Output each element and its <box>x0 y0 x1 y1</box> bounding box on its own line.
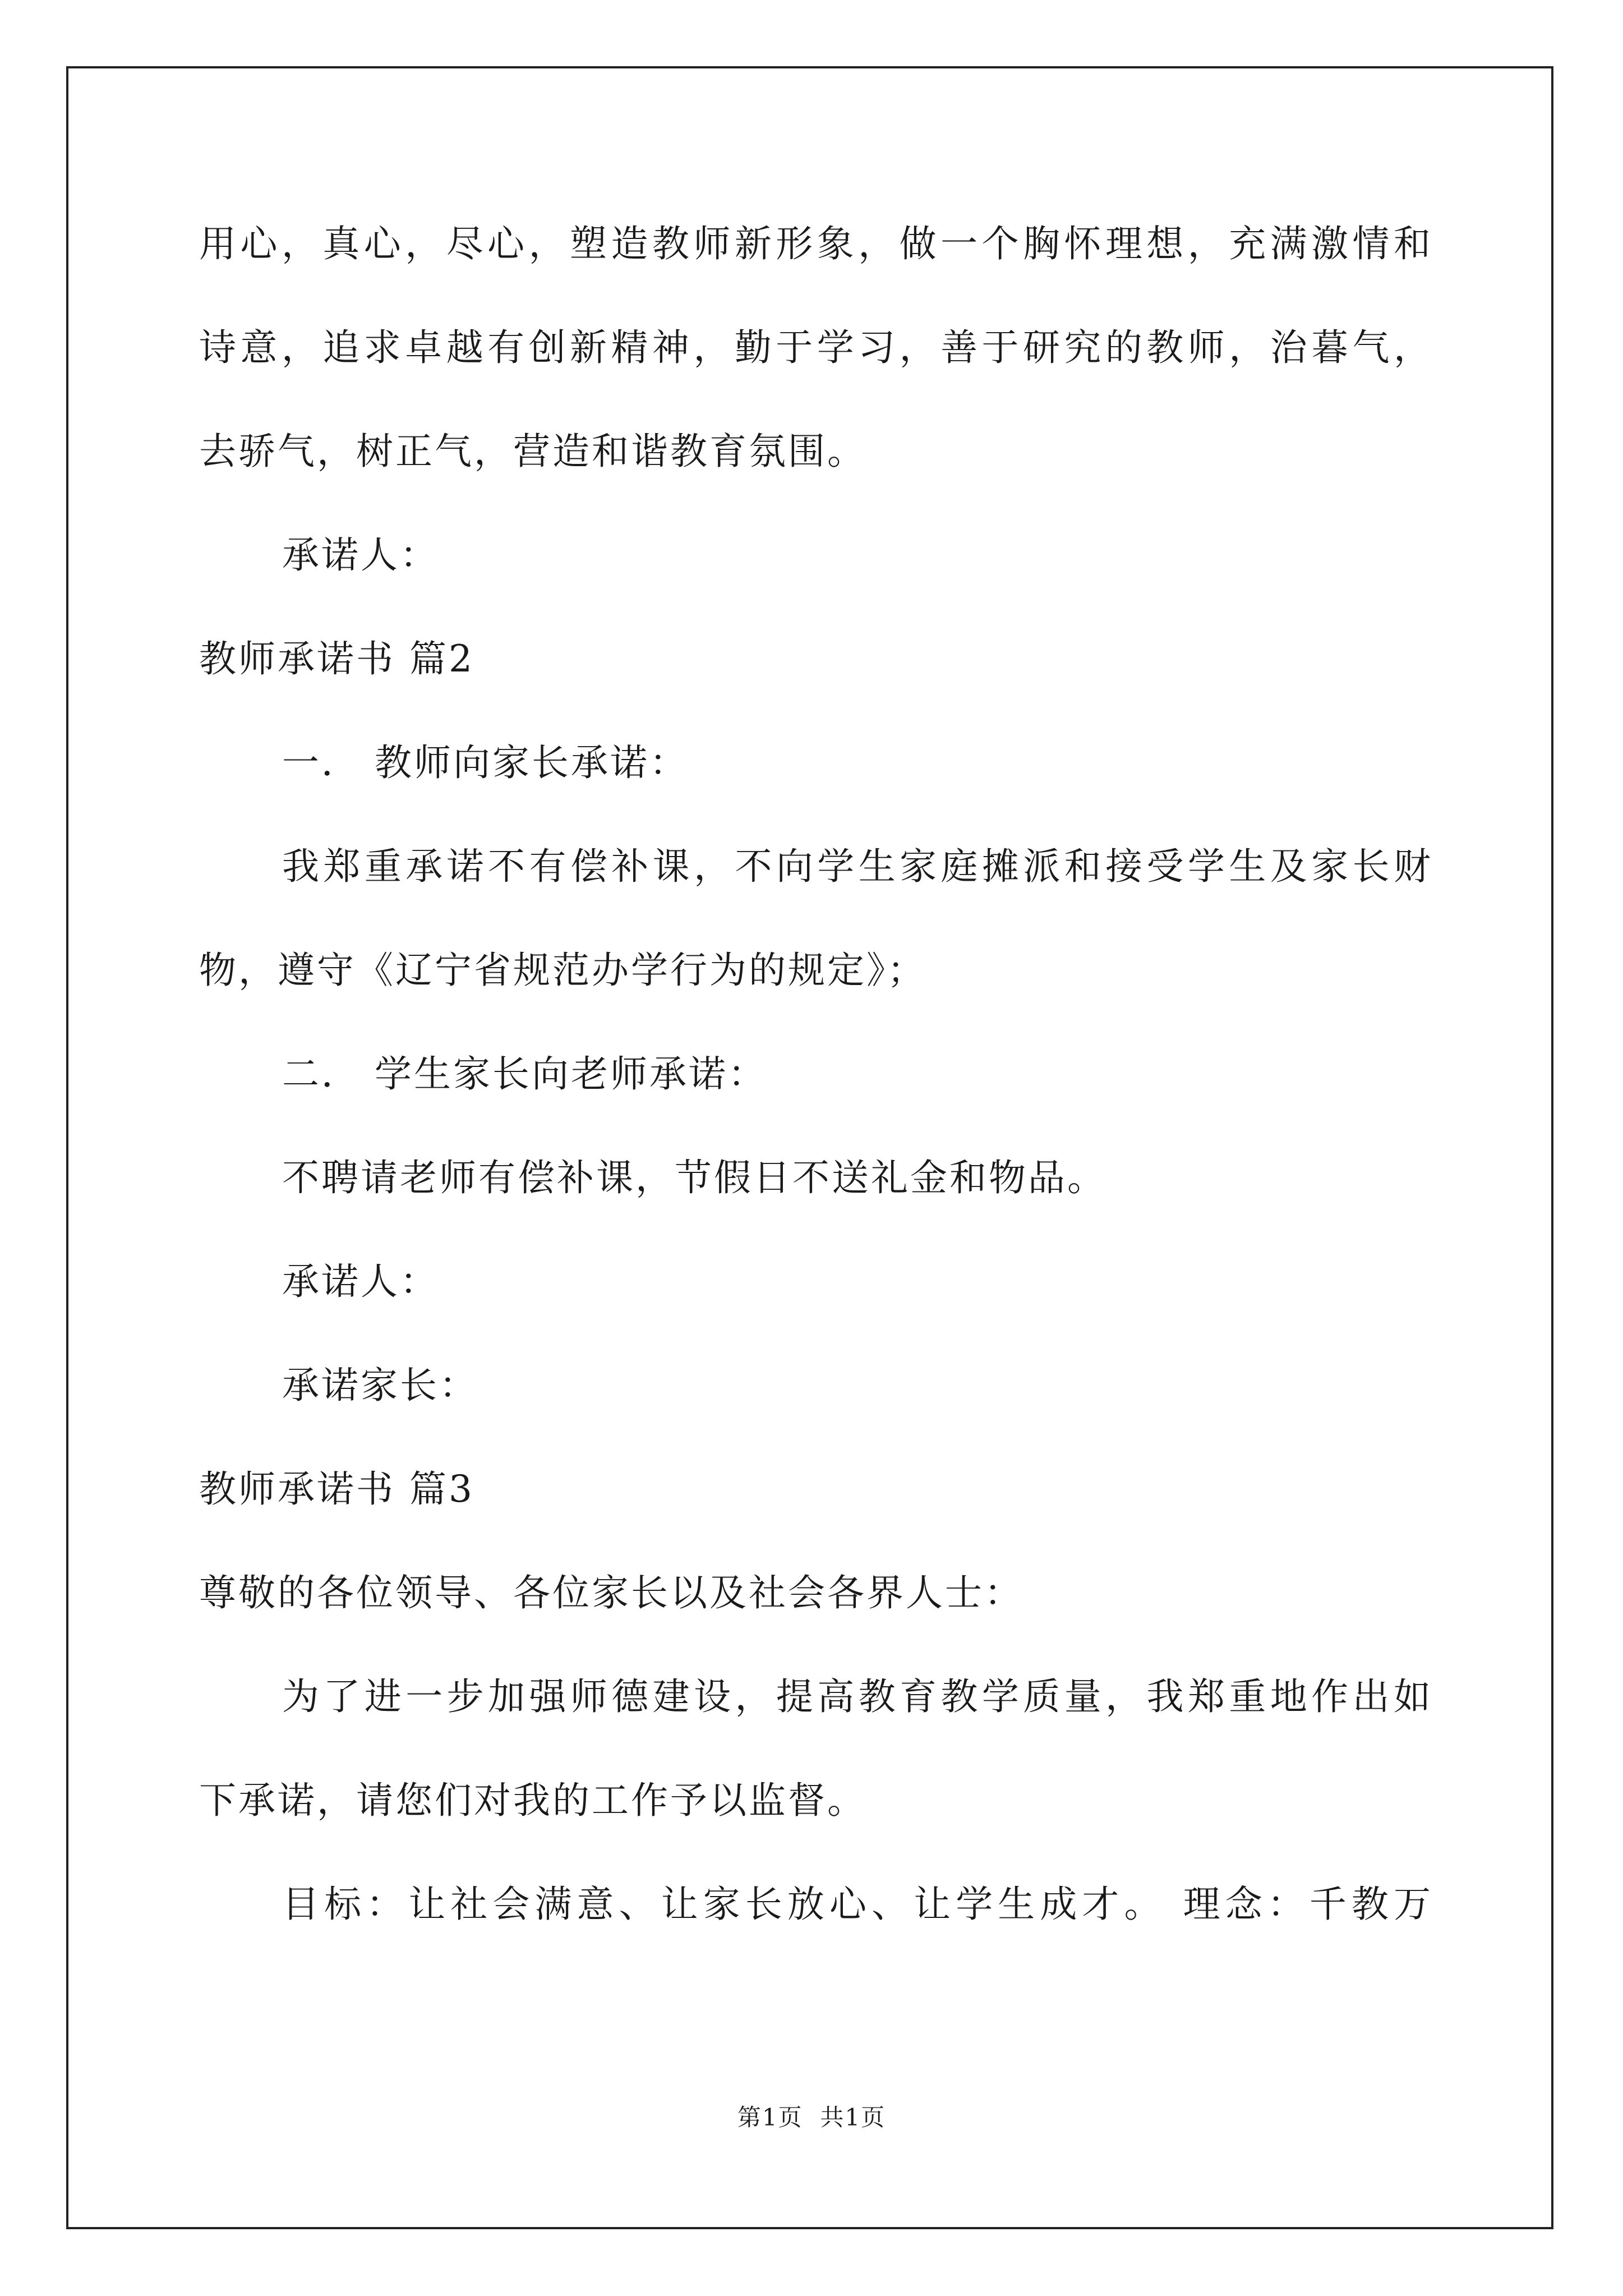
paragraph-line: 目标：让社会满意、让家长放心、让学生成才。 理念：千教万 <box>282 1883 1433 1926</box>
paragraph-line: 不聘请老师有偿补课，节假日不送礼金和物品。 <box>282 1156 1106 1199</box>
signature-label: 承诺人： <box>282 533 439 577</box>
salutation: 尊敬的各位领导、各位家长以及社会各界人士： <box>199 1571 1023 1614</box>
paragraph-line: 为了进一步加强师德建设，提高教育教学质量，我郑重地作出如 <box>282 1675 1433 1718</box>
section-heading: 教师承诺书 篇2 <box>199 637 474 680</box>
paragraph-line: 下承诺，请您们对我的工作予以监督。 <box>199 1779 866 1822</box>
paragraph-line: 诗意，追求卓越有创新精神，勤于学习，善于研究的教师，治暮气， <box>199 326 1433 369</box>
section-heading: 教师承诺书 篇3 <box>199 1467 474 1511</box>
list-heading: 二． 学生家长向老师承诺： <box>282 1052 767 1096</box>
signature-label: 承诺家长： <box>282 1364 478 1407</box>
paragraph-line: 用心，真心，尽心，塑造教师新形象，做一个胸怀理想，充满激情和 <box>199 222 1433 265</box>
signature-label: 承诺人： <box>282 1260 439 1303</box>
paragraph-line: 物，遵守《辽宁省规范办学行为的规定》； <box>199 949 926 992</box>
list-heading: 一． 教师向家长承诺： <box>282 741 689 784</box>
page-footer: 第1页 共1页 <box>737 2104 886 2131</box>
paragraph-line: 去骄气，树正气，营造和谐教育氛围。 <box>199 430 866 473</box>
paragraph-line: 我郑重承诺不有偿补课，不向学生家庭摊派和接受学生及家长财 <box>282 845 1433 888</box>
